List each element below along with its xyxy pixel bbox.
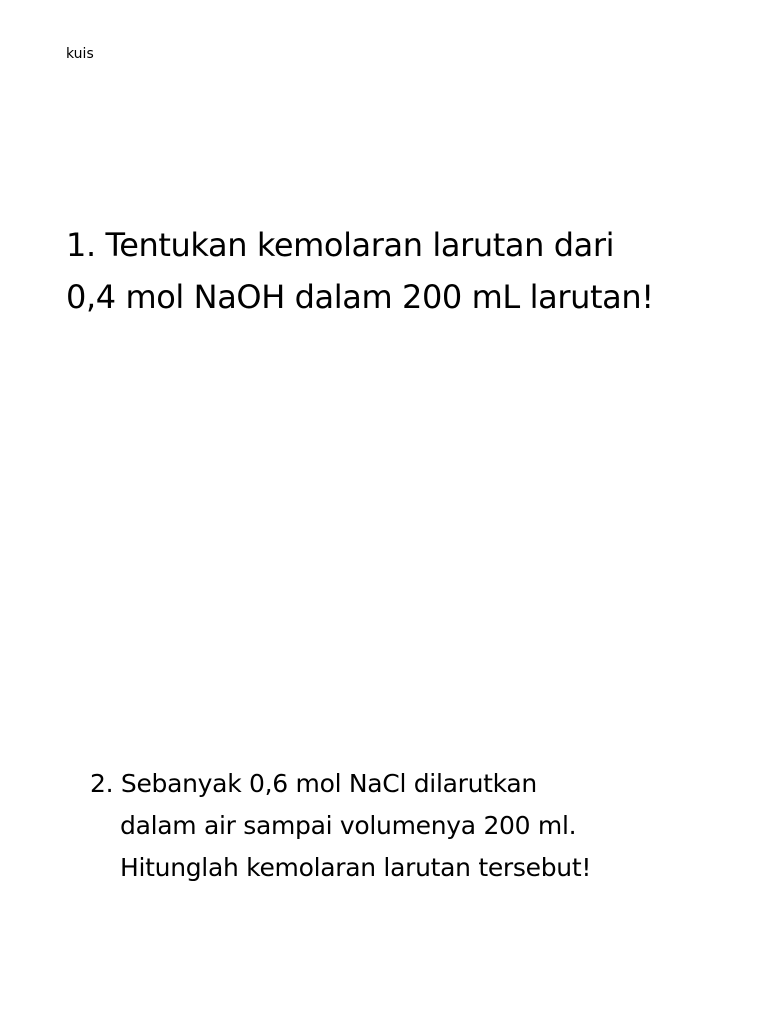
question-1-line-1: 1. Tentukan kemolaran larutan dari [66, 226, 615, 264]
question-2-line-3: Hitunglah kemolaran larutan tersebut! [120, 853, 592, 882]
question-2-line-1: 2. Sebanyak 0,6 mol NaCl dilarutkan [90, 769, 537, 798]
question-1 [66, 219, 746, 323]
question-2-line-2: dalam air sampai volumenya 200 ml. [120, 811, 577, 840]
question-2 [90, 763, 740, 889]
page-header-label: kuis [66, 46, 94, 62]
question-1-line-2: 0,4 mol NaOH dalam 200 mL larutan! [66, 278, 654, 316]
